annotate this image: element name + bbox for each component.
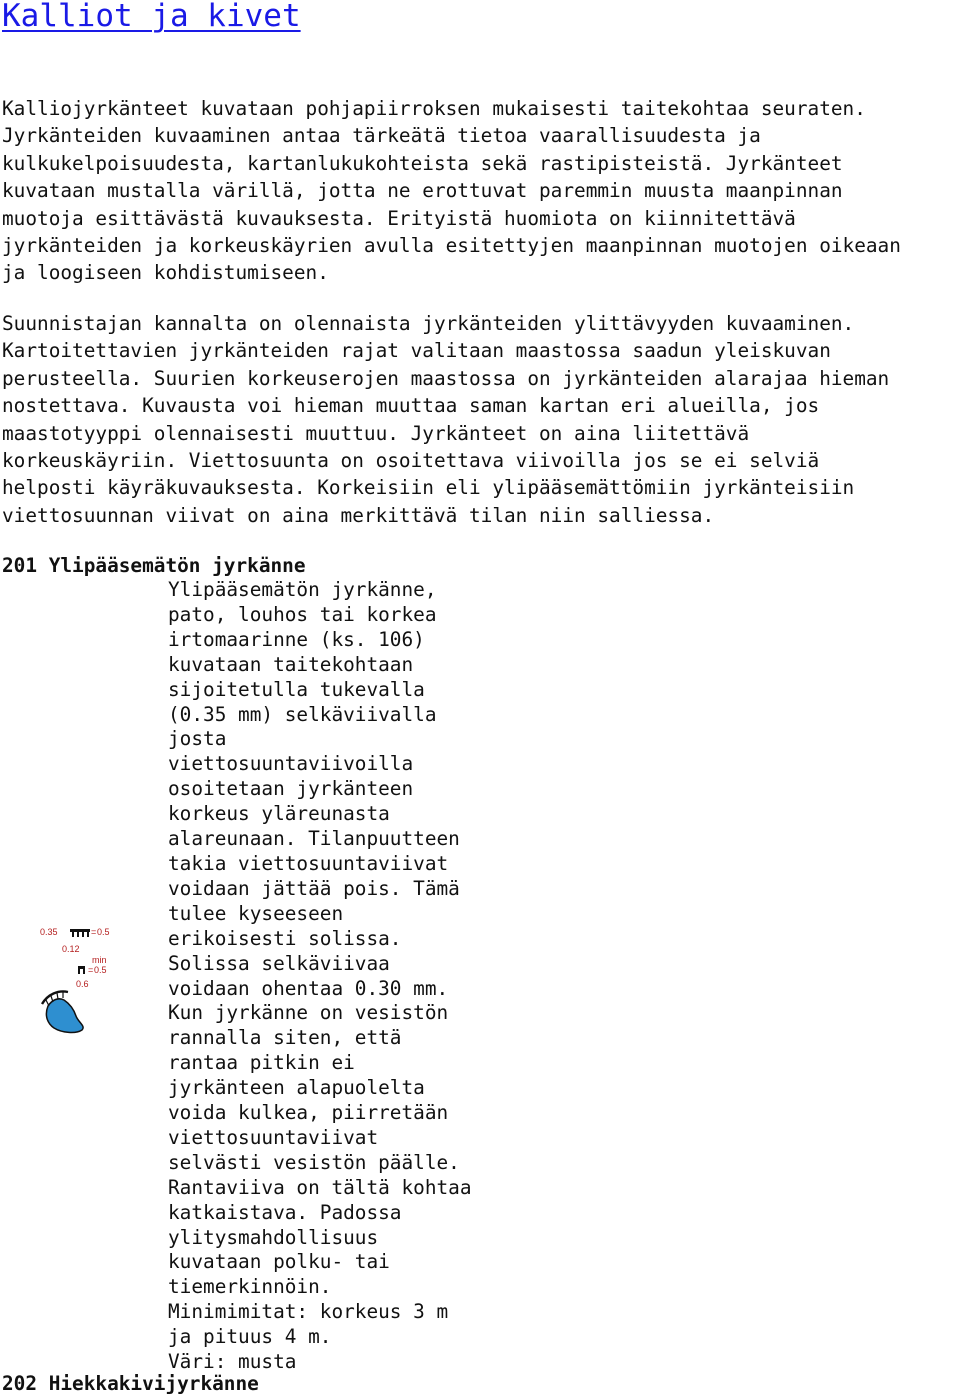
sample-tick bbox=[87, 932, 89, 937]
sample-tick bbox=[78, 969, 80, 974]
page-title[interactable]: Kalliot ja kivet bbox=[2, 0, 301, 34]
sample-tick bbox=[72, 932, 74, 937]
section-heading-201: 201 Ylipääsemätön jyrkänne bbox=[2, 554, 306, 577]
cliff-tag bbox=[46, 1000, 49, 1006]
sample-line bbox=[70, 929, 90, 932]
figure-label-min-spacing: 0.5 bbox=[94, 965, 107, 975]
symbol-201-description: Ylipääsemätön jyrkänne, pato, louhos tai korkea irtomaarinne (ks. 106) kuvataan taitekohtaan sijoitetulla tukevalla (0.35 mm) selkäviivalla josta viettosuuntaviivoilla osoitetaan jyrkänteen korkeus yläreunasta alareunaan. Tilanpuutteen takia viettosuuntaviivat voidaan jättää pois. Tämä tulee kyseeseen erikoisesti solissa. Solissa selkäviivaa voidaan ohentaa 0.30 mm. Kun jyrkänne on vesistön rannalla siten, että rantaa pitkin ei jyrkänteen alapuolelta voida kulkea, piirretään viettosuuntaviivat selvästi vesistön päälle. Rantaviiva on tältä kohtaa katkaistava. Padossa ylitysmahdollisuus kuvataan polku- tai tiemerkinnöin. Minimimitat: korkeus 3 m ja pituus 4 m. Väri: musta bbox=[168, 578, 472, 1374]
figure-equals-sign: = bbox=[91, 927, 97, 937]
water-body bbox=[46, 999, 83, 1033]
cliff-symbol-illustration bbox=[34, 920, 124, 1040]
figure-label-line-width: 0.35 bbox=[40, 927, 58, 937]
sample-tick bbox=[83, 969, 85, 974]
figure-label-min: min bbox=[92, 955, 107, 965]
intro-paragraph-2: Suunnistajan kannalta on olennaista jyrkänteiden ylittävyyden kuvaaminen. Kartoitettavien jyrkänteiden rajat valitaan maastossa saadun yleiskuvan perusteella. Suurien korkeuserojen maastossa on jyrkänteiden alarajaa hieman nostettava. Kuvausta voi hieman muuttaa saman kartan eri alueilla, jos maastotyyppi olennaisesti muuttuu. Jyrkänteet on aina liitettävä korkeuskäyriin. Viettosuunta on osoitettava viivoilla jos se ei selviä helposti käyräkuvauksesta. Korkeisiin eli ylipääsemättömiin jyrkänteisiin viettosuunnan viivat on aina merkittävä tilan niin salliessa. bbox=[2, 312, 890, 527]
intro-paragraph-1: Kalliojyrkänteet kuvataan pohjapiirroksen mukaisesti taitekohtaa seuraten. Jyrkänteiden kuvaaminen antaa tärkeätä tietoa vaarallisuudesta ja kulkukelpoisuudesta, kartanlukukohteista sekä rastipisteistä. Jyrkänteet kuvataan mustalla värillä, jotta ne erottuvat paremmin muusta maanpinnan muotoja esittävästä kuvauksesta. Erityistä huomiota on kiinnitettävä jyrkänteiden ja korkeuskäyrien avulla esitettyjen maanpinnan muotojen oikeaan ja loogiseen kohdistumiseen. bbox=[2, 97, 901, 285]
sample-tick bbox=[82, 932, 84, 937]
figure-label-line-spacing: 0.5 bbox=[97, 927, 110, 937]
figure-label-tick-length: 0.6 bbox=[76, 979, 89, 989]
figure-label-tick-width: 0.12 bbox=[62, 944, 80, 954]
figure-equals-sign: = bbox=[88, 965, 94, 975]
symbol-201-figure bbox=[34, 920, 124, 1040]
sample-line-short bbox=[78, 966, 85, 969]
section-heading-202: 202 Hiekkakivijyrkänne bbox=[2, 1372, 259, 1395]
sample-tick bbox=[77, 932, 79, 937]
cliff-tag bbox=[57, 993, 58, 999]
